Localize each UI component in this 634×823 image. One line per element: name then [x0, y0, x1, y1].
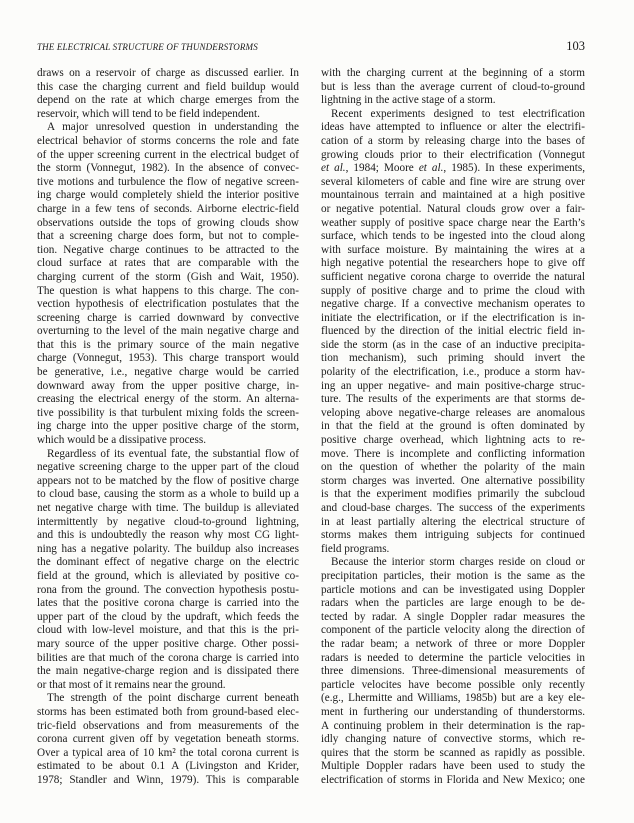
text-line: downward away from the upper positive charge, in-: [37, 379, 299, 392]
text-line: ing an upper negative- and main positive-charge struc-: [321, 379, 585, 392]
text-line: fluenced by the direction of the initial electric field in-: [321, 325, 585, 338]
text-line: radars when the particles are large enough to be de-: [321, 597, 585, 610]
text-line: with surface moisture. By maintaining the wires at a: [321, 243, 585, 256]
text-line: charge in a few tens of seconds. Airborne electric-field: [37, 202, 299, 215]
italic-text: et al.: [321, 162, 346, 175]
text-line: negative charge. If a convective mechanism operates to: [321, 298, 585, 311]
text-line: charge (Vonnegut, 1953). This charge transport would: [37, 352, 299, 365]
text-line: charging current of the storm (Gish and Wait, 1950).: [37, 270, 299, 283]
text-line: weather supply of positive space charge near the Earth’s: [321, 216, 585, 229]
text-line: storms has been estimated both from ground-based elec-: [37, 705, 299, 718]
text-line: cloud with low-level moisture, and that this is the pri-: [37, 624, 299, 637]
text-line: mountainous terrain and maintained at a high positive: [321, 189, 585, 202]
paragraph: [321, 108, 585, 557]
text-line: with the charging current at the beginning of a storm: [321, 67, 585, 79]
paragraph: [37, 121, 299, 447]
text-line: field at the ground, which is alleviated by positive co-: [37, 569, 299, 582]
text-line: supply of positive charge and to prime the cloud with: [321, 284, 585, 297]
text-line: several kilometers of cable and fine wire are strung over: [321, 175, 585, 188]
running-head: [37, 39, 585, 55]
text-line: and this is undoubtedly the reason why most CG light-: [37, 529, 299, 542]
text-line: Over a typical area of 10 km² the total corona current is: [37, 746, 299, 759]
text-line: in that the field at the ground is often dominated by: [321, 420, 585, 433]
text-line: this case the charging current and field buildup would: [37, 80, 299, 93]
text-line: The question is what happens to this charge. The con-: [37, 284, 299, 297]
text-line: and cloud-base charges. The success of the experiments: [321, 502, 585, 514]
text-line: The strength of the point discharge current beneath: [47, 692, 299, 705]
text-line: tric-field observations and from measurements of the: [37, 719, 299, 732]
text-line: but is less than the average current of cloud-to-ground: [321, 80, 585, 93]
text-line: that this is the primary source of the main negative: [37, 338, 299, 351]
paragraph: [321, 67, 585, 108]
text-line: reservoir, which will tend to be field independent.: [37, 107, 260, 120]
text-line: the radar beam; a network of three or more Doppler: [321, 637, 585, 650]
text-line: estimated to be about 0.1 A (Livingston and Krider,: [37, 760, 299, 773]
text-line: to cloud base, causing the storm as a whole to build up a: [37, 488, 299, 501]
text-line: particle velocites have become possible only recently: [321, 678, 585, 691]
text-line: which would be a dissipative process.: [37, 434, 207, 447]
text-line: polarity of the electrification, i.e., produce a storm hav-: [321, 366, 585, 379]
text-line: storms makes them intriguing subjects for continued: [321, 529, 585, 542]
text-line: upper part of the cloud by the updraft, which feeds the: [37, 610, 299, 623]
text-line: tion mechanism), such priming should invert the: [321, 352, 585, 365]
text-line: tected by radar. A single Doppler radar measures the: [321, 610, 585, 623]
text-line: or negative potential. Natural clouds grow over a fair-: [321, 202, 585, 215]
text-line: cation of a storm by releasing charge into the bases of: [321, 134, 585, 147]
text-line: creasing the electrical energy of the storm. An alterna-: [37, 393, 299, 406]
text-line: side the storm (as in the case of an inductive precipita-: [321, 338, 585, 351]
running-title: THE ELECTRICAL STRUCTURE OF THUNDERSTORMS: [37, 42, 258, 52]
paragraph: [37, 67, 299, 121]
text-line: A major unresolved question in understanding the: [47, 121, 299, 134]
text-line: bilities are that much of the corona charge is carried into: [37, 651, 299, 664]
text-line: is that the experiment modifies primarily the subcloud: [321, 488, 585, 501]
text-line: the main negative-charge region and is dissipated there: [37, 665, 299, 678]
text-line: initiate the electrification, or if the electrification is in-: [321, 311, 585, 324]
text-line: component of the particle velocity along the direction of: [321, 624, 585, 637]
text-line: 1978; Standler and Winn, 1979). This is comparable: [37, 773, 299, 786]
text-line: precipitation particles, their motion is the same as the: [321, 569, 585, 582]
text-line: growing clouds prior to their electrification (Vonnegut: [321, 148, 585, 161]
text-line: cloud surface at rates that are comparable with the: [37, 257, 299, 270]
text-line: surface, which tends to be ingested into the cloud along: [321, 230, 585, 243]
text-line: negative screening charge to the upper part of the cloud: [37, 461, 299, 474]
text-line: storm charges was inverted. One alternative possibility: [321, 474, 585, 487]
text-line: move. There is incomplete and conflicting information: [321, 447, 585, 460]
text-line: ing charge would completely shield the interior positive: [37, 189, 299, 202]
text-line: net negative charge with time. The buildup is alleviated: [37, 502, 299, 514]
text-line: Because the interior storm charges reside on cloud or: [331, 556, 585, 569]
text-line: Multiple Doppler radars have been used to study the: [321, 760, 585, 773]
text-line: lates that the positive corona charge is carried into the: [37, 597, 299, 610]
text-line: or that most of it remains near the ground.: [37, 678, 226, 691]
text-line: screening charge is carried downward by convective: [37, 311, 299, 324]
text-line: draws on a reservoir of charge as discussed earlier. In: [37, 67, 299, 79]
text-line: overturning to the level of the main negative charge and: [37, 325, 299, 338]
text-line: ideas have attempted to influence or alter the electrifi-: [321, 121, 585, 134]
text-line: radars is needed to determine the particle velocities in: [321, 651, 585, 664]
right-column: [321, 67, 585, 787]
text-line: electrification of storms in Florida and New Mexico; one: [321, 773, 585, 786]
text-line: field programs.: [321, 542, 390, 555]
text-line: Recent experiments designed to test electrification: [331, 107, 585, 120]
text-line: the dominant effect of negative charge on the electric: [37, 556, 299, 569]
text-line: veloping above negative-charge releases are anomalous: [321, 406, 585, 419]
text-line: quires that the storm be scanned as rapidly as possible.: [321, 746, 585, 759]
text-line: A continuing problem in their determination is the rap-: [321, 719, 585, 732]
text-line: observations outside the tops of growing clouds show: [37, 216, 299, 229]
text-line: positive charge overhead, which lightning acts to re-: [321, 434, 585, 447]
text-line: vection hypothesis of electrification postulates that the: [37, 298, 299, 311]
text-line: lightning in the active stage of a storm.: [321, 94, 496, 107]
text-line: corona current given off by vegetation beneath storms.: [37, 733, 299, 746]
text-line: that a screening charge does form, but not to comple-: [37, 230, 299, 243]
text-line: in at least partially altering the electrical structure of: [321, 515, 585, 528]
text-segment: , 1985). In these experiments,: [443, 162, 586, 175]
text-line: tion. Negative charge continues to be attracted to the: [37, 243, 299, 256]
text-line: tive possibility is that turbulent mixing folds the screen-: [37, 406, 299, 419]
text-line: three dimensions. Three-dimensional measurements of: [321, 665, 585, 678]
text-line: Regardless of its eventual fate, the substantial flow of: [47, 447, 299, 460]
text-line: high negative potential the researchers hope to give off: [321, 257, 585, 270]
text-line: (e.g., Lhermitte and Williams, 1985b) but are a key ele-: [321, 692, 585, 705]
text-line: electrical behavior of storms concerns the role and fate: [37, 134, 299, 147]
text-line: tive motions and turbulence the flow of negative screen-: [37, 175, 299, 188]
text-line: depend on the rate at which charge emerges from the: [37, 94, 299, 107]
text-line: [321, 162, 585, 176]
text-line: ing charge into the upper positive charge of the storm,: [37, 420, 299, 433]
text-line: on the question of whether the polarity of the main: [321, 461, 585, 474]
text-line: of the upper screening current in the electrical budget of: [37, 148, 299, 161]
paragraph: [37, 448, 299, 693]
text-line: ning has a negative polarity. The buildup also increases: [37, 542, 299, 555]
text-line: idly changing nature of convective storms, which re-: [321, 733, 585, 746]
text-line: mary source of the upper positive charge. Other possi-: [37, 637, 299, 650]
paragraph: [37, 692, 299, 787]
text-line: sufficient negative corona charge to override the natural: [321, 270, 585, 283]
text-line: intermittently by negative cloud-to-ground lightning,: [37, 515, 299, 528]
text-line: be generative, i.e., negative charge would be carried: [37, 366, 299, 379]
text-line: ment in furthering our understanding of thunderstorms.: [321, 705, 585, 718]
text-line: the storm (Vonnegut, 1982). In the absence of convec-: [37, 162, 299, 175]
text-line: particle motions and can be investigated using Doppler: [321, 583, 585, 596]
left-column: [37, 67, 299, 787]
text-line: ture. The results of the experiments are that storms de-: [321, 393, 585, 406]
paragraph: [321, 556, 585, 787]
text-segment: , 1984; Moore: [345, 162, 419, 175]
italic-text: et al.: [418, 162, 444, 175]
text-line: appears not to be matched by the flow of positive charge: [37, 474, 299, 487]
page-number: 103: [566, 39, 585, 53]
text-line: rona from the ground. The convection hypothesis postu-: [37, 583, 299, 596]
